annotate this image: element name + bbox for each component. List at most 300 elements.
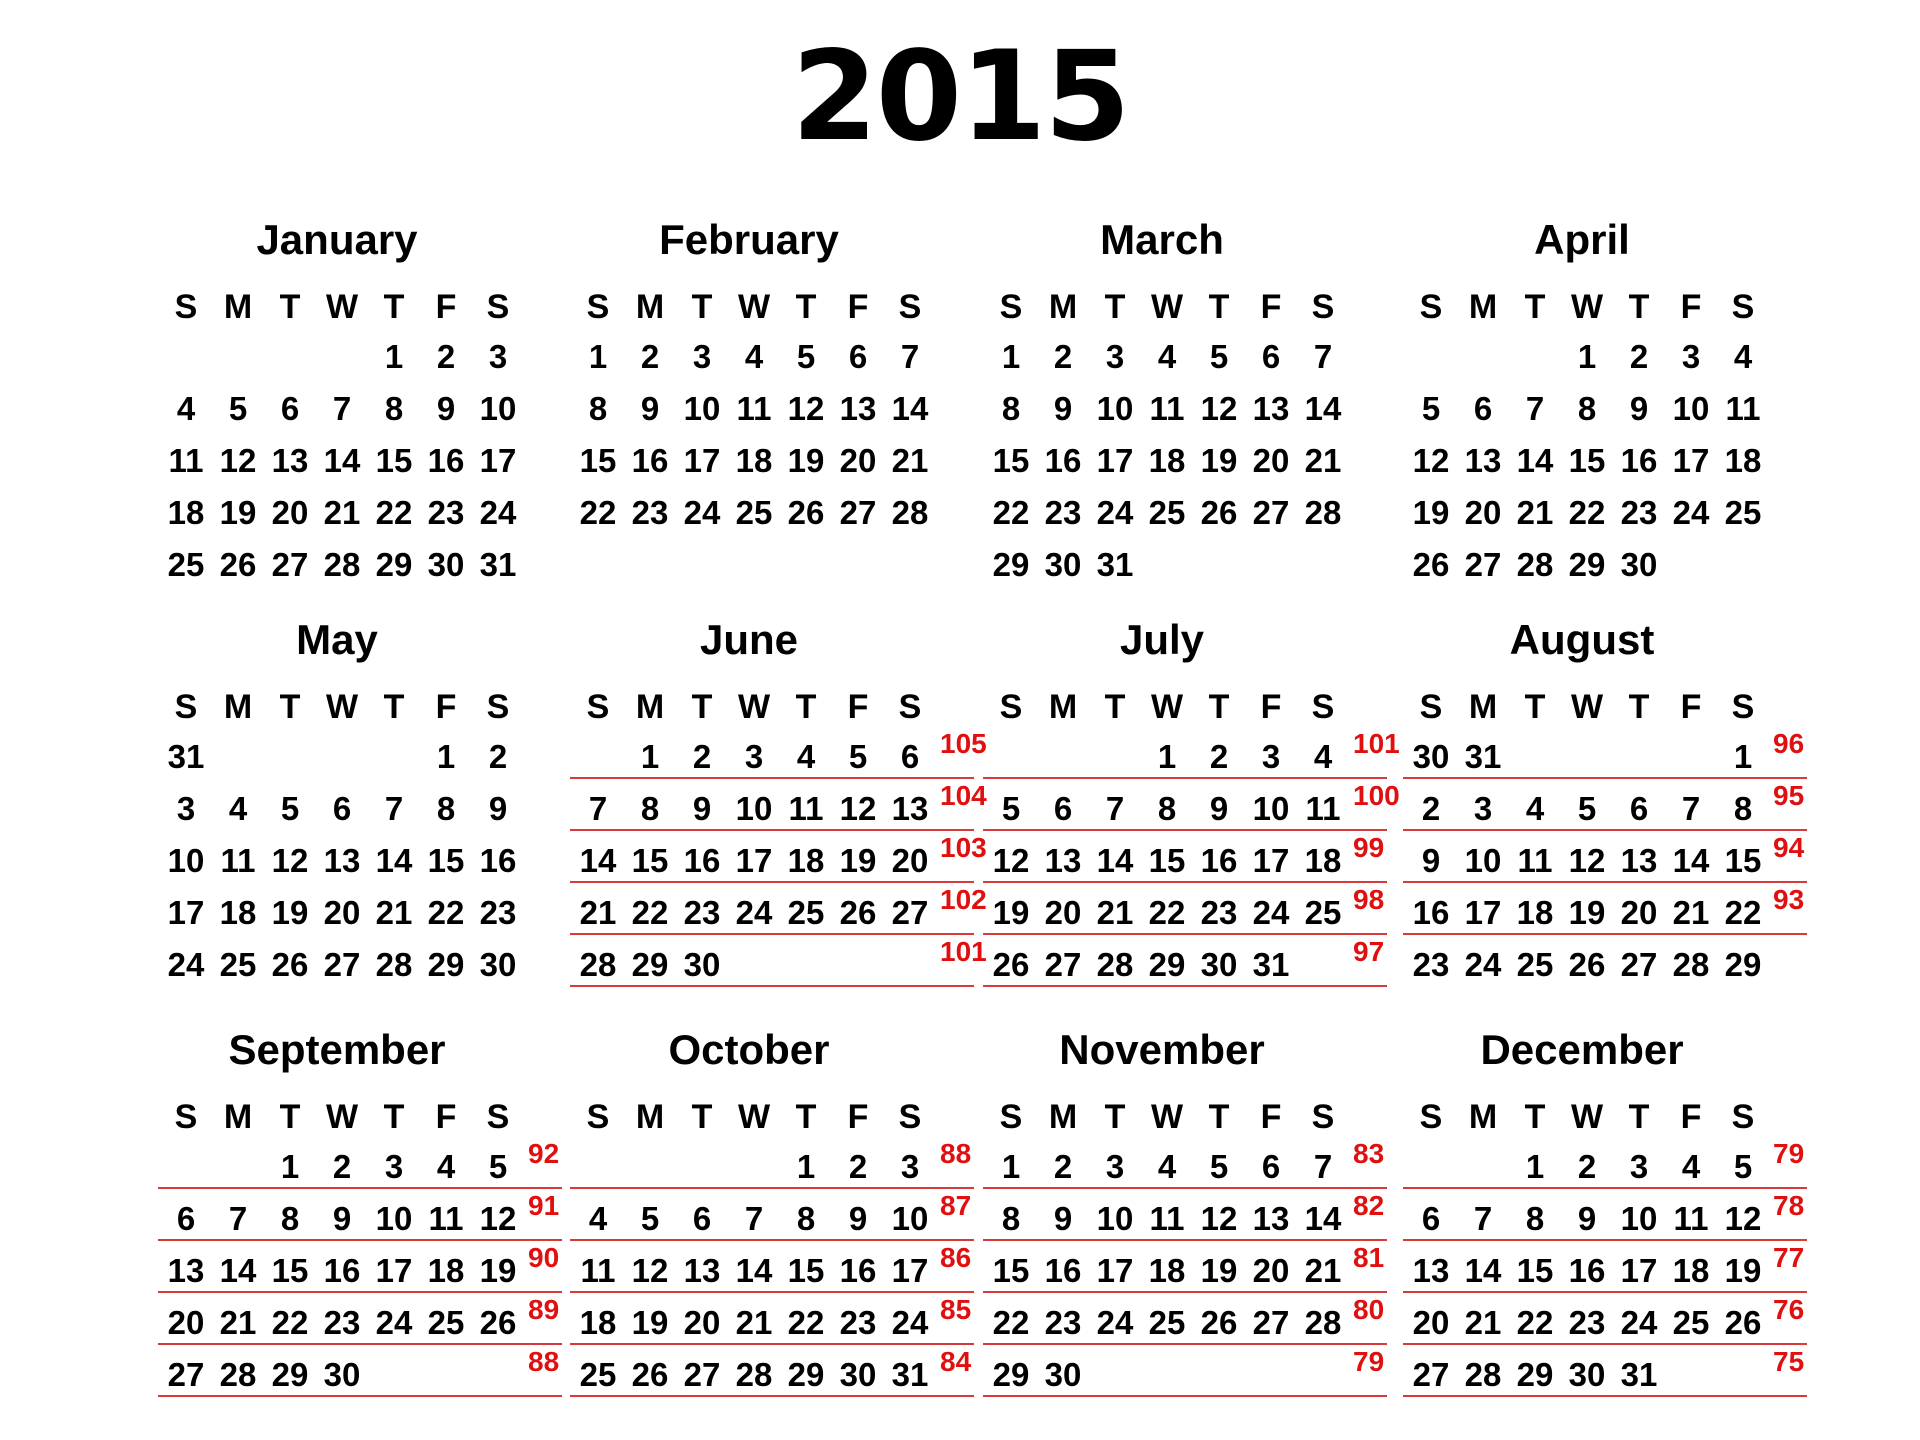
day-cell: 4 (176, 390, 196, 427)
day-cell: 27 (167, 1356, 205, 1393)
handwritten-count-note: 76 (1773, 1294, 1805, 1325)
weekday-header: W (1570, 288, 1604, 326)
weekday-header: W (737, 288, 771, 326)
handwritten-count-note: 79 (1353, 1346, 1385, 1377)
day-cell: 29 (631, 946, 669, 983)
day-cell: 23 (1620, 494, 1658, 531)
day-cell: 23 (427, 494, 465, 531)
day-cell: 22 (992, 494, 1030, 531)
day-cell: 9 (692, 790, 712, 827)
day-cell: 22 (271, 1304, 309, 1341)
day-cell: 1 (1733, 738, 1753, 775)
day-cell: 6 (332, 790, 352, 827)
weekday-header: T (383, 688, 405, 726)
day-cell: 25 (1148, 494, 1186, 531)
day-cell: 31 (479, 546, 517, 583)
day-cell: 17 (375, 1252, 413, 1289)
day-cell: 21 (1304, 442, 1342, 479)
day-cell: 24 (1620, 1304, 1658, 1341)
day-cell: 8 (588, 390, 608, 427)
day-cell: 19 (271, 894, 309, 931)
day-cell: 29 (375, 546, 413, 583)
day-cell: 8 (1733, 790, 1753, 827)
weekday-header: S (174, 688, 198, 726)
weekday-header: F (1680, 1098, 1702, 1136)
weekday-header: S (999, 688, 1023, 726)
day-cell: 10 (1252, 790, 1290, 827)
weekday-header: S (1731, 688, 1755, 726)
month-name: July (1119, 616, 1205, 663)
day-cell: 26 (479, 1304, 517, 1341)
day-cell: 3 (1629, 1148, 1649, 1185)
handwritten-count-note: 79 (1773, 1138, 1805, 1169)
day-cell: 3 (692, 338, 712, 375)
day-cell: 17 (735, 842, 773, 879)
weekday-header: M (1468, 288, 1498, 326)
day-cell: 1 (1001, 1148, 1021, 1185)
day-cell: 30 (683, 946, 721, 983)
day-cell: 27 (839, 494, 877, 531)
day-cell: 15 (579, 442, 617, 479)
day-cell: 12 (271, 842, 309, 879)
weekday-header: T (1524, 688, 1546, 726)
month-september (150, 1025, 560, 1415)
weekday-header: S (1311, 288, 1335, 326)
day-cell: 30 (1044, 1356, 1082, 1393)
day-cell: 25 (1724, 494, 1762, 531)
weekday-header: S (898, 288, 922, 326)
weekday-header: F (1260, 288, 1282, 326)
day-cell: 9 (1053, 390, 1073, 427)
day-cell: 25 (427, 1304, 465, 1341)
day-cell: 19 (839, 842, 877, 879)
day-cell: 5 (228, 390, 248, 427)
day-cell: 15 (375, 442, 413, 479)
weekday-header: T (1628, 688, 1650, 726)
red-underline (983, 777, 1387, 779)
weekday-header: M (1468, 688, 1498, 726)
day-cell: 26 (1200, 494, 1238, 531)
day-cell: 11 (580, 1252, 616, 1289)
day-cell: 6 (1421, 1200, 1441, 1237)
weekday-header: F (1260, 1098, 1282, 1136)
day-cell: 26 (1568, 946, 1606, 983)
weekday-header: W (1570, 688, 1604, 726)
day-cell: 21 (735, 1304, 773, 1341)
weekday-header: S (1731, 288, 1755, 326)
day-cell: 8 (1001, 1200, 1021, 1237)
red-underline (983, 1395, 1387, 1397)
day-cell: 28 (1096, 946, 1134, 983)
day-cell: 9 (1053, 1200, 1073, 1237)
weekday-header: T (383, 1098, 405, 1136)
day-cell: 18 (1304, 842, 1342, 879)
handwritten-count-note: 78 (1773, 1190, 1805, 1221)
day-cell: 2 (692, 738, 712, 775)
day-cell: 21 (323, 494, 361, 531)
day-cell: 24 (1096, 1304, 1134, 1341)
day-cell: 24 (1672, 494, 1710, 531)
weekday-header: M (1048, 688, 1078, 726)
red-underline (570, 985, 974, 987)
day-cell: 22 (787, 1304, 825, 1341)
day-cell: 3 (1473, 790, 1493, 827)
handwritten-count-note: 93 (1773, 884, 1805, 915)
day-cell: 22 (1568, 494, 1606, 531)
day-cell: 10 (1464, 842, 1502, 879)
weekday-header: T (1628, 288, 1650, 326)
day-cell: 15 (1724, 842, 1762, 879)
day-cell: 23 (1200, 894, 1238, 931)
day-cell: 1 (1525, 1148, 1545, 1185)
day-cell: 26 (631, 1356, 669, 1393)
day-cell: 27 (271, 546, 309, 583)
day-cell: 3 (1681, 338, 1701, 375)
day-cell: 2 (436, 338, 456, 375)
day-cell: 13 (271, 442, 309, 479)
weekday-header: S (1419, 688, 1443, 726)
weekday-header: W (325, 288, 359, 326)
day-cell: 15 (992, 442, 1030, 479)
day-cell: 8 (1157, 790, 1177, 827)
day-cell: 28 (891, 494, 929, 531)
day-cell: 16 (683, 842, 721, 879)
weekday-header: T (795, 288, 817, 326)
day-cell: 10 (1672, 390, 1710, 427)
red-underline (1403, 777, 1807, 779)
day-cell: 8 (1001, 390, 1021, 427)
day-cell: 29 (271, 1356, 309, 1393)
day-cell: 23 (1044, 494, 1082, 531)
day-cell: 6 (1629, 790, 1649, 827)
red-underline (570, 1239, 974, 1241)
weekday-header: T (279, 1098, 301, 1136)
day-cell: 21 (1672, 894, 1710, 931)
weekday-header: T (1208, 1098, 1230, 1136)
handwritten-count-note: 92 (528, 1138, 560, 1169)
weekday-header: T (383, 288, 405, 326)
day-cell: 3 (744, 738, 764, 775)
day-cell: 5 (1421, 390, 1441, 427)
day-cell: 3 (384, 1148, 404, 1185)
day-cell: 4 (1157, 338, 1177, 375)
day-cell: 26 (219, 546, 257, 583)
day-cell: 3 (900, 1148, 920, 1185)
month-june (562, 615, 987, 1005)
day-cell: 16 (1200, 842, 1238, 879)
day-cell: 13 (683, 1252, 721, 1289)
weekday-header: S (898, 1098, 922, 1136)
day-cell: 1 (588, 338, 608, 375)
day-cell: 25 (1148, 1304, 1186, 1341)
day-cell: 28 (219, 1356, 257, 1393)
weekday-header: M (1048, 1098, 1078, 1136)
weekday-header: T (795, 1098, 817, 1136)
day-cell: 14 (375, 842, 413, 879)
day-cell: 20 (839, 442, 877, 479)
day-cell: 14 (1672, 842, 1710, 879)
day-cell: 5 (488, 1148, 508, 1185)
day-cell: 11 (168, 442, 204, 479)
day-cell: 5 (1209, 1148, 1229, 1185)
month-name: January (256, 216, 418, 263)
day-cell: 2 (1053, 338, 1073, 375)
day-cell: 12 (1200, 390, 1238, 427)
day-cell: 10 (1096, 390, 1134, 427)
day-cell: 24 (683, 494, 721, 531)
red-underline (983, 985, 1387, 987)
weekday-header: T (1208, 688, 1230, 726)
red-underline (570, 933, 974, 935)
red-underline (983, 933, 1387, 935)
day-cell: 25 (219, 946, 257, 983)
day-cell: 17 (167, 894, 205, 931)
handwritten-count-note: 101 (1353, 728, 1400, 759)
day-cell: 7 (588, 790, 608, 827)
day-cell: 3 (488, 338, 508, 375)
red-underline (983, 1343, 1387, 1345)
day-cell: 8 (796, 1200, 816, 1237)
handwritten-count-note: 97 (1353, 936, 1385, 967)
weekday-header: S (898, 688, 922, 726)
day-cell: 26 (787, 494, 825, 531)
day-cell: 22 (579, 494, 617, 531)
day-cell: 1 (640, 738, 660, 775)
weekday-header: W (1150, 288, 1184, 326)
month-name: September (228, 1026, 446, 1073)
weekday-header: W (325, 1098, 359, 1136)
day-cell: 14 (219, 1252, 257, 1289)
day-cell: 30 (1412, 738, 1450, 775)
day-cell: 1 (796, 1148, 816, 1185)
day-cell: 19 (1200, 1252, 1238, 1289)
day-cell: 29 (1148, 946, 1186, 983)
day-cell: 21 (1304, 1252, 1342, 1289)
day-cell: 17 (1620, 1252, 1658, 1289)
day-cell: 18 (1672, 1252, 1710, 1289)
day-cell: 16 (1044, 442, 1082, 479)
day-cell: 5 (848, 738, 868, 775)
weekday-header: S (174, 288, 198, 326)
red-underline (158, 1291, 562, 1293)
day-cell: 21 (1516, 494, 1554, 531)
day-cell: 30 (323, 1356, 361, 1393)
day-cell: 12 (1724, 1200, 1762, 1237)
day-cell: 26 (1200, 1304, 1238, 1341)
day-cell: 12 (839, 790, 877, 827)
month-name: October (668, 1026, 830, 1073)
day-cell: 31 (1096, 546, 1134, 583)
day-cell: 15 (427, 842, 465, 879)
weekday-header: S (486, 1098, 510, 1136)
day-cell: 4 (1733, 338, 1753, 375)
day-cell: 14 (323, 442, 361, 479)
day-cell: 20 (1620, 894, 1658, 931)
day-cell: 19 (631, 1304, 669, 1341)
day-cell: 29 (1724, 946, 1762, 983)
day-cell: 9 (848, 1200, 868, 1237)
day-cell: 18 (219, 894, 257, 931)
day-cell: 27 (1464, 546, 1502, 583)
day-cell: 5 (640, 1200, 660, 1237)
day-cell: 28 (1304, 494, 1342, 531)
weekday-header: S (1311, 688, 1335, 726)
weekday-header: W (325, 688, 359, 726)
day-cell: 12 (1568, 842, 1606, 879)
day-cell: 27 (1044, 946, 1082, 983)
handwritten-count-note: 96 (1773, 728, 1805, 759)
day-cell: 12 (1200, 1200, 1238, 1237)
weekday-header: F (435, 1098, 457, 1136)
weekday-header: T (1524, 288, 1546, 326)
day-cell: 9 (1577, 1200, 1597, 1237)
weekday-header: S (999, 288, 1023, 326)
handwritten-count-note: 90 (528, 1242, 560, 1273)
day-cell: 9 (1421, 842, 1441, 879)
day-cell: 11 (220, 842, 256, 879)
day-cell: 19 (479, 1252, 517, 1289)
day-cell: 3 (1105, 338, 1125, 375)
day-cell: 30 (427, 546, 465, 583)
weekday-header: T (279, 288, 301, 326)
handwritten-count-note: 88 (528, 1346, 560, 1377)
day-cell: 21 (219, 1304, 257, 1341)
weekday-header: M (223, 288, 253, 326)
weekday-header: F (1260, 688, 1282, 726)
day-cell: 28 (579, 946, 617, 983)
day-cell: 5 (1733, 1148, 1753, 1185)
day-cell: 30 (1200, 946, 1238, 983)
day-cell: 27 (1412, 1356, 1450, 1393)
day-cell: 10 (1620, 1200, 1658, 1237)
day-cell: 24 (167, 946, 205, 983)
day-cell: 17 (479, 442, 517, 479)
weekday-header: M (635, 288, 665, 326)
day-cell: 7 (1313, 338, 1333, 375)
red-underline (983, 1239, 1387, 1241)
day-cell: 10 (1096, 1200, 1134, 1237)
month-name: February (659, 216, 839, 263)
day-cell: 4 (1681, 1148, 1701, 1185)
weekday-header: S (999, 1098, 1023, 1136)
day-cell: 10 (167, 842, 205, 879)
day-cell: 28 (1304, 1304, 1342, 1341)
day-cell: 7 (1105, 790, 1125, 827)
weekday-header: T (691, 1098, 713, 1136)
day-cell: 2 (1577, 1148, 1597, 1185)
red-underline (570, 1343, 974, 1345)
day-cell: 7 (332, 390, 352, 427)
handwritten-count-note: 84 (940, 1346, 972, 1377)
day-cell: 21 (891, 442, 929, 479)
day-cell: 27 (323, 946, 361, 983)
weekday-header: S (174, 1098, 198, 1136)
day-cell: 25 (735, 494, 773, 531)
day-cell: 3 (176, 790, 196, 827)
day-cell: 7 (900, 338, 920, 375)
day-cell: 27 (1252, 1304, 1290, 1341)
month-name: November (1059, 1026, 1265, 1073)
day-cell: 11 (1305, 790, 1341, 827)
day-cell: 8 (1525, 1200, 1545, 1237)
day-cell: 25 (579, 1356, 617, 1393)
weekday-header: F (847, 688, 869, 726)
day-cell: 16 (323, 1252, 361, 1289)
handwritten-count-note: 102 (940, 884, 987, 915)
handwritten-count-note: 75 (1773, 1346, 1805, 1377)
day-cell: 19 (1412, 494, 1450, 531)
month-name: June (699, 616, 799, 663)
day-cell: 11 (1725, 390, 1761, 427)
day-cell: 25 (787, 894, 825, 931)
red-underline (1403, 1343, 1807, 1345)
day-cell: 12 (787, 390, 825, 427)
day-cell: 23 (839, 1304, 877, 1341)
red-underline (1403, 881, 1807, 883)
day-cell: 17 (683, 442, 721, 479)
day-cell: 4 (1157, 1148, 1177, 1185)
day-cell: 31 (1620, 1356, 1658, 1393)
day-cell: 29 (992, 546, 1030, 583)
weekday-header: F (847, 288, 869, 326)
day-cell: 10 (683, 390, 721, 427)
day-cell: 24 (479, 494, 517, 531)
handwritten-count-note: 91 (528, 1190, 560, 1221)
red-underline (158, 1343, 562, 1345)
day-cell: 23 (1568, 1304, 1606, 1341)
handwritten-count-note: 80 (1353, 1294, 1385, 1325)
day-cell: 2 (1421, 790, 1441, 827)
day-cell: 8 (384, 390, 404, 427)
weekday-header: W (1570, 1098, 1604, 1136)
day-cell: 28 (323, 546, 361, 583)
day-cell: 2 (1629, 338, 1649, 375)
day-cell: 22 (427, 894, 465, 931)
day-cell: 24 (735, 894, 773, 931)
day-cell: 8 (436, 790, 456, 827)
day-cell: 17 (891, 1252, 929, 1289)
day-cell: 18 (735, 442, 773, 479)
day-cell: 9 (436, 390, 456, 427)
day-cell: 28 (375, 946, 413, 983)
day-cell: 15 (1148, 842, 1186, 879)
handwritten-count-note: 82 (1353, 1190, 1385, 1221)
red-underline (983, 1291, 1387, 1293)
day-cell: 20 (683, 1304, 721, 1341)
day-cell: 7 (1525, 390, 1545, 427)
day-cell: 6 (900, 738, 920, 775)
weekday-header: T (691, 288, 713, 326)
day-cell: 18 (1148, 1252, 1186, 1289)
day-cell: 24 (891, 1304, 929, 1341)
red-underline (158, 1187, 562, 1189)
day-cell: 14 (1096, 842, 1134, 879)
handwritten-count-note: 81 (1353, 1242, 1385, 1273)
day-cell: 14 (891, 390, 929, 427)
day-cell: 20 (1464, 494, 1502, 531)
day-cell: 6 (1053, 790, 1073, 827)
weekday-header: M (223, 1098, 253, 1136)
weekday-header: S (486, 288, 510, 326)
day-cell: 29 (427, 946, 465, 983)
day-cell: 2 (1053, 1148, 1073, 1185)
handwritten-count-note: 88 (940, 1138, 972, 1169)
weekday-header: F (1680, 288, 1702, 326)
day-cell: 4 (1313, 738, 1333, 775)
day-cell: 15 (1516, 1252, 1554, 1289)
day-cell: 6 (176, 1200, 196, 1237)
day-cell: 22 (375, 494, 413, 531)
